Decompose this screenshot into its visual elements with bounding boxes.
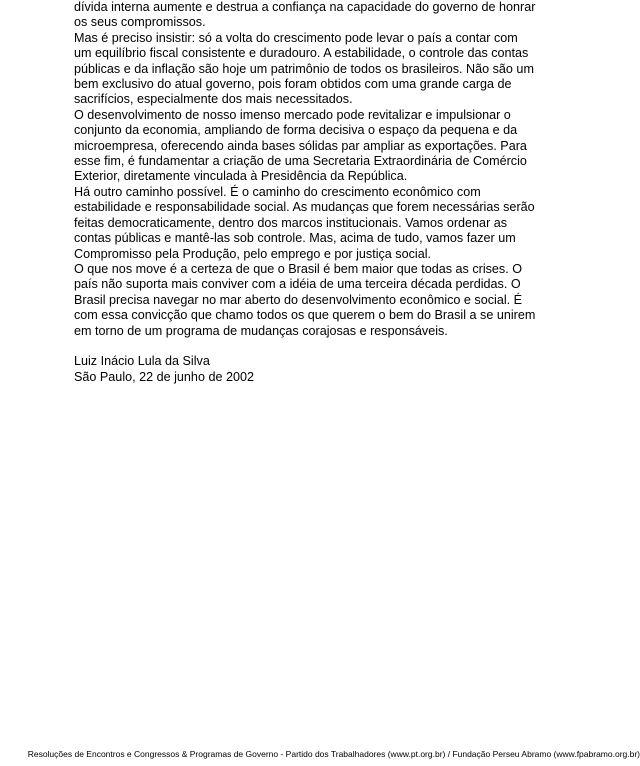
paragraph-line: Compromisso pela Produção, pelo emprego e por justiça social. — [74, 246, 432, 261]
document-body — [74, 0, 574, 385]
paragraph-line: microempresa, oferecendo ainda bases sólidas par ampliar as exportações. Para — [74, 138, 527, 153]
paragraph-line: em torno de um programa de mudanças corajosas e responsáveis. — [74, 323, 448, 338]
signature-place-date: São Paulo, 22 de junho de 2002 — [74, 369, 254, 384]
paragraph-container — [74, 0, 574, 339]
paragraph-line: públicas e da inflação são hoje um patrimônio de todos os brasileiros. Não são um — [74, 61, 534, 76]
signature-block — [74, 354, 574, 385]
paragraph-line: estabilidade e responsabilidade social. As mudanças que forem necessárias serão — [74, 200, 535, 215]
paragraph-line: O que nos move é a certeza de que o Brasil é bem maior que todas as crises. O — [74, 261, 523, 276]
paragraph-line: dívida interna aumente e destrua a confiança na capacidade do governo de honrar — [74, 0, 536, 14]
paragraph-line: Mas é preciso insistir: só a volta do crescimento pode levar o país a contar com — [74, 30, 518, 45]
paragraph-line: Brasil precisa navegar no mar aberto do desenvolvimento econômico e social. É — [74, 292, 523, 307]
paragraph-line: país não suporta mais conviver com a idéia de uma terceira década perdidas. O — [74, 277, 521, 292]
paragraph-line: Exterior, diretamente vinculada à Presidência da República. — [74, 169, 408, 184]
paragraph-line: contas públicas e mantê-las sob controle. Mas, acima de tudo, vamos fazer um — [74, 231, 516, 246]
paragraph-line: conjunto da economia, ampliando de forma decisiva o espaço da pequena e da — [74, 123, 518, 138]
page-footer: Resoluções de Encontros e Congressos & Programas de Governo - Partido dos Trabalhadores (www.pt.org.br) / Fundação Perseu Abramo (www.fpabramo.org.br) — [27, 749, 640, 759]
paragraph-line: O desenvolvimento de nosso imenso mercado pode revitalizar e impulsionar o — [74, 107, 511, 122]
paragraph-line: Há outro caminho possível. É o caminho do crescimento econômico com — [74, 184, 481, 199]
paragraph-line: feitas democraticamente, dentro dos marcos institucionais. Vamos ordenar as — [74, 215, 508, 230]
paragraph-line: um equilíbrio fiscal consistente e duradouro. A estabilidade, o controle das contas — [74, 46, 529, 61]
paragraph-line: esse fim, é fundamentar a criação de uma Secretaria Extraordinária de Comércio — [74, 154, 527, 169]
paragraph-line: os seus compromissos. — [74, 15, 206, 30]
paragraph-line: sacrifícios, especialmente dos mais necessitados. — [74, 92, 353, 107]
paragraph-line: com essa convicção que chamo todos os que querem o bem do Brasil a se unirem — [74, 308, 536, 323]
signature-name: Luiz Inácio Lula da Silva — [74, 354, 210, 369]
paragraph-line: bem exclusivo do atual governo, pois foram obtidos com uma grande carga de — [74, 77, 512, 92]
